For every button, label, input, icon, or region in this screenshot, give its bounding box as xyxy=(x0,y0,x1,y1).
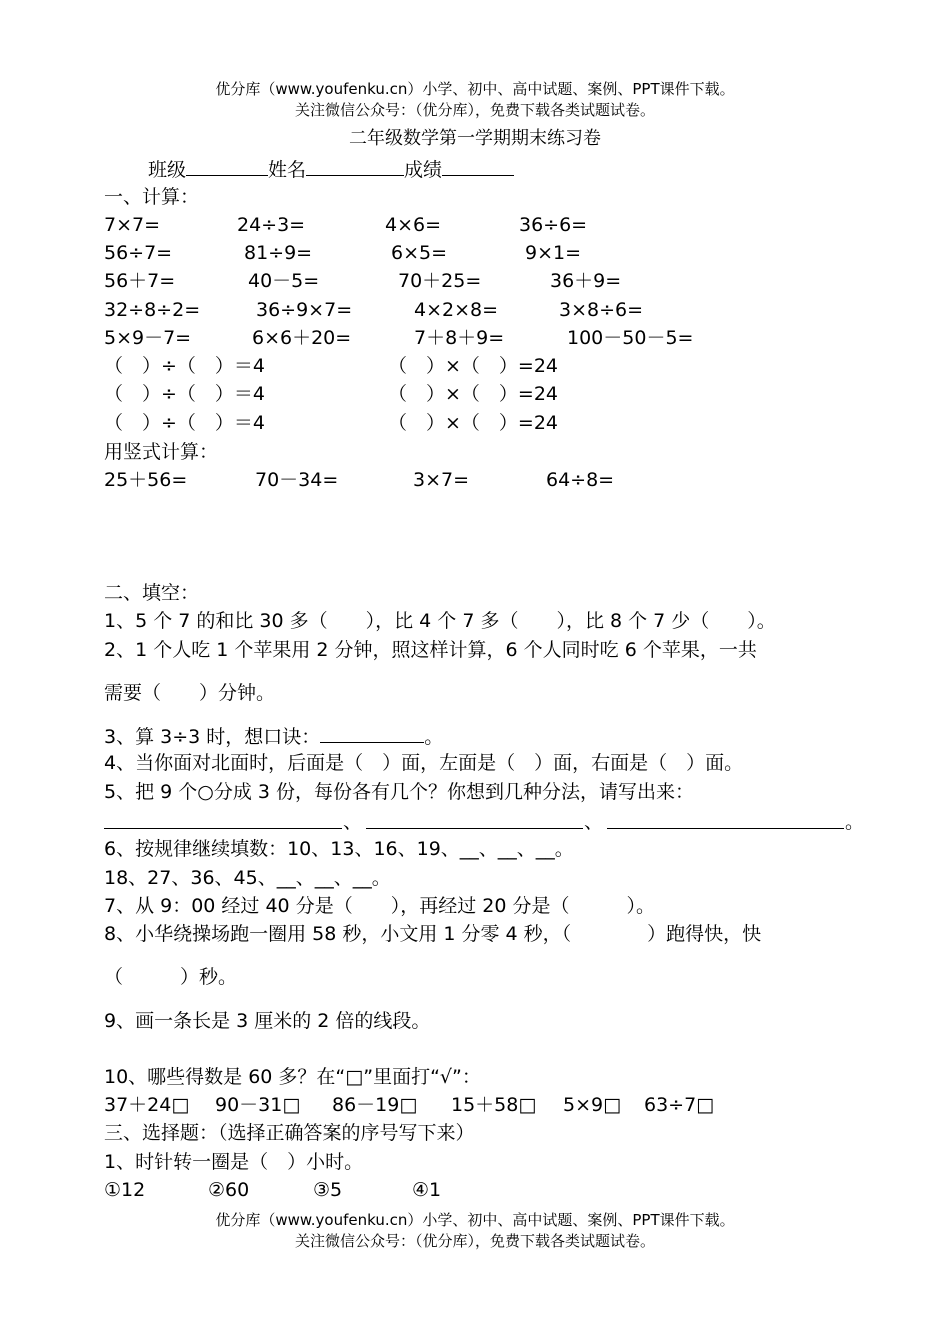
choice-question-1: 1、时针转一圈是（ ）小时。 xyxy=(104,1151,364,1173)
fill-item[interactable]: （ ）÷（ ）＝4 xyxy=(104,412,266,434)
q10-option[interactable]: 15＋58□ xyxy=(451,1094,537,1116)
fill-question-6: 6、按规律继续填数：10、13、16、19、__、__、__。 xyxy=(104,838,574,860)
q5-separator: 、 xyxy=(584,811,604,833)
q5-end: 。 xyxy=(845,811,865,833)
calc-item: 56＋7= xyxy=(104,270,176,292)
q10-option[interactable]: 90－31□ xyxy=(215,1094,301,1116)
fill-question-2-cont: 需要（ ）分钟。 xyxy=(104,682,276,704)
calc-item: 6×6＋20= xyxy=(252,327,352,349)
header-ppt: PPT xyxy=(632,80,660,98)
vertical-calc-heading: 用竖式计算： xyxy=(104,441,219,463)
fill-question-7: 7、从 9：00 经过 40 分是（ ），再经过 20 分是（ ）。 xyxy=(104,895,655,917)
calc-item: 6×5= xyxy=(391,242,448,264)
section1-heading: 一、计算： xyxy=(104,186,200,208)
fill-item[interactable]: （ ）×（ ）=24 xyxy=(388,355,559,377)
q10-option[interactable]: 63÷7□ xyxy=(644,1094,715,1116)
vertical-item: 70－34= xyxy=(255,469,339,491)
calc-item: 81÷9= xyxy=(244,242,313,264)
q3-answer-blank[interactable] xyxy=(320,722,424,743)
header-url[interactable]: www.youfenku.cn xyxy=(275,80,408,98)
fill-question-8-cont: （ ）秒。 xyxy=(104,966,238,988)
fill-question-1: 1、5 个 7 的和比 30 多（ ），比 4 个 7 多（ ），比 8 个 7 少（ ）。 xyxy=(104,610,776,632)
calc-item: 24÷3= xyxy=(237,214,306,236)
class-blank[interactable] xyxy=(186,155,268,176)
calc-item: 40－5= xyxy=(248,270,320,292)
vertical-item: 3×7= xyxy=(413,469,470,491)
calc-item: 9×1= xyxy=(525,242,582,264)
calc-item: 4×2×8= xyxy=(414,299,499,321)
q10-option[interactable]: 37＋24□ xyxy=(104,1094,190,1116)
fill-question-9: 9、画一条长是 3 厘米的 2 倍的线段。 xyxy=(104,1010,431,1032)
calc-item: 36÷6= xyxy=(519,214,588,236)
calc-item: 7＋8＋9= xyxy=(414,327,505,349)
site-header-line2: 关注微信公众号：（优分库），免费下载各类试题试卷。 xyxy=(294,101,655,119)
calc-item: 4×6= xyxy=(385,214,442,236)
calc-item: 5×9－7= xyxy=(104,327,192,349)
fill-question-5: 5、把 9 个○分成 3 份，每份各有几个？你想到几种分法，请写出来： xyxy=(104,781,695,803)
q3-text: 3、算 3÷3 时，想口诀： xyxy=(104,726,321,748)
score-blank[interactable] xyxy=(442,155,514,176)
header-brand: 优分库（ xyxy=(215,80,276,98)
footer-ppt: PPT xyxy=(632,1211,660,1229)
vertical-item: 25＋56= xyxy=(104,469,188,491)
q5-separator: 、 xyxy=(343,811,363,833)
q10-option[interactable]: 86－19□ xyxy=(332,1094,418,1116)
site-header-line1 xyxy=(0,79,950,99)
fill-question-3 xyxy=(104,722,443,750)
vertical-item: 64÷8= xyxy=(546,469,615,491)
fill-question-2: 2、1 个人吃 1 个苹果用 2 分钟，照这样计算，6 个人同时吃 6 个苹果，一共 xyxy=(104,639,757,661)
fill-question-10: 10、哪些得数是 60 多？在“□”里面打“√”： xyxy=(104,1066,481,1088)
fill-item[interactable]: （ ）×（ ）=24 xyxy=(388,412,559,434)
class-label: 班级 xyxy=(148,159,187,181)
site-footer-line2: 关注微信公众号：（优分库），免费下载各类试题试卷。 xyxy=(294,1232,655,1250)
calc-item: 36＋9= xyxy=(550,270,622,292)
page-title: 二年级数学第一学期期末练习卷 xyxy=(349,128,601,149)
fill-question-6-cont: 18、27、36、45、__、__、__。 xyxy=(104,867,391,889)
site-footer-line1 xyxy=(0,1210,950,1230)
student-info-line xyxy=(148,155,514,183)
calc-item: 7×7= xyxy=(104,214,161,236)
calc-item: 32÷8÷2= xyxy=(104,299,201,321)
choice-option[interactable]: ①12 xyxy=(104,1179,146,1201)
q3-end: 。 xyxy=(424,726,444,748)
fill-item[interactable]: （ ）×（ ）=24 xyxy=(388,383,559,405)
name-label: 姓名 xyxy=(268,159,307,181)
q10-option[interactable]: 5×9□ xyxy=(563,1094,622,1116)
score-label: 成绩 xyxy=(404,159,443,181)
calc-item: 70＋25= xyxy=(398,270,482,292)
footer-text-end: 课件下载。 xyxy=(659,1211,735,1229)
section3-heading: 三、选择题：（选择正确答案的序号写下来） xyxy=(104,1122,475,1144)
q5-blank-1[interactable] xyxy=(104,828,342,829)
choice-option[interactable]: ④1 xyxy=(412,1179,442,1201)
fill-item[interactable]: （ ）÷（ ）＝4 xyxy=(104,355,266,377)
q5-blank-2[interactable] xyxy=(366,828,583,829)
section2-heading: 二、填空： xyxy=(104,582,200,604)
choice-option[interactable]: ③5 xyxy=(313,1179,343,1201)
q5-blank-3[interactable] xyxy=(607,828,844,829)
footer-url[interactable]: www.youfenku.cn xyxy=(275,1211,408,1229)
calc-item: 3×8÷6= xyxy=(559,299,644,321)
calc-item: 36÷9×7= xyxy=(256,299,353,321)
fill-question-8: 8、小华绕操场跑一圈用 58 秒，小文用 1 分零 4 秒，（ ）跑得快，快 xyxy=(104,923,762,945)
calc-item: 56÷7= xyxy=(104,242,173,264)
name-blank[interactable] xyxy=(306,155,404,176)
choice-option[interactable]: ②60 xyxy=(208,1179,250,1201)
header-text-end: 课件下载。 xyxy=(659,80,735,98)
footer-brand: 优分库（ xyxy=(215,1211,276,1229)
calc-item: 100－50－5= xyxy=(567,327,694,349)
footer-text: ）小学、初中、高中试题、案例、 xyxy=(407,1211,633,1229)
header-text: ）小学、初中、高中试题、案例、 xyxy=(407,80,633,98)
fill-question-4: 4、当你面对北面时，后面是（ ）面，左面是（ ）面，右面是（ ）面。 xyxy=(104,752,744,774)
fill-item[interactable]: （ ）÷（ ）＝4 xyxy=(104,383,266,405)
